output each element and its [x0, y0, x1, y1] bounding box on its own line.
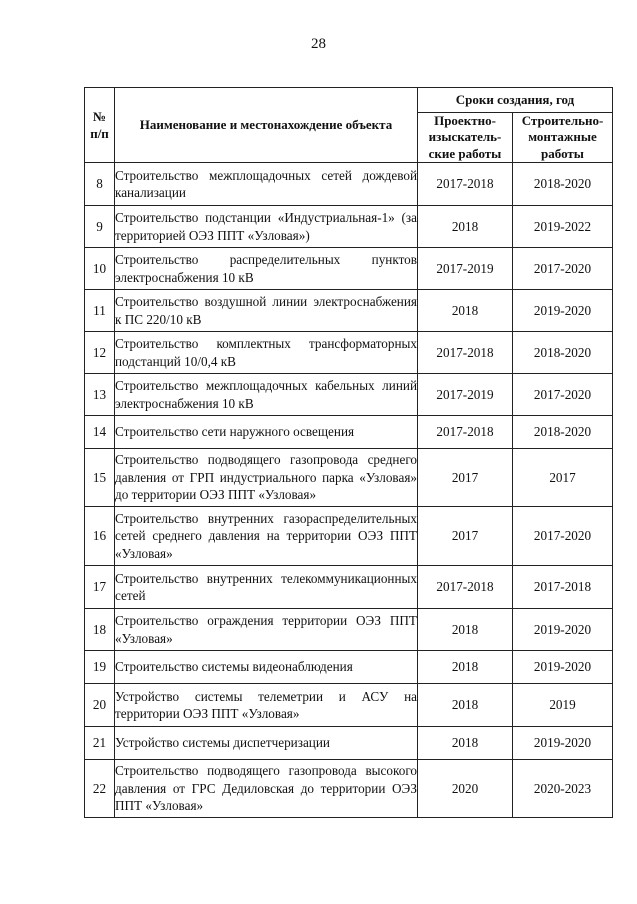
row-construction-years: 2019-2020 — [513, 651, 613, 684]
row-project-years: 2017 — [418, 449, 513, 507]
row-project-years: 2018 — [418, 206, 513, 248]
row-name: Устройство системы диспетчеризации — [115, 727, 418, 760]
row-construction-years: 2019-2020 — [513, 609, 613, 651]
row-number: 8 — [85, 163, 115, 206]
row-construction-years: 2017-2020 — [513, 248, 613, 290]
row-name: Строительство ограждения территории ОЭЗ ППТ «Узловая» — [115, 609, 418, 651]
row-name: Устройство системы телеметрии и АСУ на территории ОЭЗ ППТ «Узловая» — [115, 684, 418, 727]
row-project-years: 2017-2018 — [418, 566, 513, 609]
row-construction-years: 2019 — [513, 684, 613, 727]
row-number: 22 — [85, 760, 115, 818]
row-construction-years: 2019-2020 — [513, 727, 613, 760]
row-construction-years: 2018-2020 — [513, 163, 613, 206]
row-name: Строительство системы видеонаблюдения — [115, 651, 418, 684]
table-row — [85, 449, 613, 507]
row-number: 10 — [85, 248, 115, 290]
row-number: 20 — [85, 684, 115, 727]
row-project-years: 2018 — [418, 609, 513, 651]
construction-schedule-table — [84, 87, 613, 818]
row-number: 9 — [85, 206, 115, 248]
table-row — [85, 248, 613, 290]
row-construction-years: 2017 — [513, 449, 613, 507]
row-name: Строительство подводящего газопровода среднего давления от ГРП индустриального парка «Узловая» до территории ОЭЗ ППТ «Узловая» — [115, 449, 418, 507]
row-number: 14 — [85, 416, 115, 449]
row-name: Строительство сети наружного освещения — [115, 416, 418, 449]
row-name: Строительство распределительных пунктов электроснабжения 10 кВ — [115, 248, 418, 290]
row-project-years: 2017-2018 — [418, 332, 513, 374]
row-project-years: 2017-2018 — [418, 416, 513, 449]
table-row — [85, 290, 613, 332]
row-project-years: 2020 — [418, 760, 513, 818]
table-row — [85, 609, 613, 651]
table-row — [85, 374, 613, 416]
page-number: 28 — [311, 36, 326, 52]
row-number: 16 — [85, 507, 115, 566]
row-construction-years: 2017-2020 — [513, 507, 613, 566]
table-row — [85, 760, 613, 818]
row-project-years: 2018 — [418, 651, 513, 684]
row-number: 15 — [85, 449, 115, 507]
table-header — [85, 88, 613, 163]
row-project-years: 2018 — [418, 290, 513, 332]
header-project-works: Проектно- изыскатель- ские работы — [418, 113, 513, 163]
row-name: Строительство подстанции «Индустриальная-1» (за территорией ОЭЗ ППТ «Узловая») — [115, 206, 418, 248]
row-number: 12 — [85, 332, 115, 374]
row-name: Строительство внутренних газораспределительных сетей среднего давления на территории ОЭЗ ППТ «Узловая» — [115, 507, 418, 566]
row-project-years: 2017 — [418, 507, 513, 566]
table-row — [85, 163, 613, 206]
header-deadlines-group: Сроки создания, год — [418, 88, 613, 113]
row-project-years: 2017-2019 — [418, 374, 513, 416]
row-number: 18 — [85, 609, 115, 651]
row-name: Строительство межплощадочных сетей дождевой канализации — [115, 163, 418, 206]
table-row — [85, 684, 613, 727]
row-construction-years: 2020-2023 — [513, 760, 613, 818]
header-number: № п/п — [85, 88, 115, 163]
row-project-years: 2018 — [418, 727, 513, 760]
row-name: Строительство внутренних телекоммуникационных сетей — [115, 566, 418, 609]
table-body — [85, 163, 613, 818]
row-construction-years: 2019-2022 — [513, 206, 613, 248]
row-project-years: 2017-2018 — [418, 163, 513, 206]
header-name: Наименование и местонахождение объекта — [115, 88, 418, 163]
table-row — [85, 416, 613, 449]
row-name: Строительство комплектных трансформаторных подстанций 10/0,4 кВ — [115, 332, 418, 374]
table-row — [85, 206, 613, 248]
row-name: Строительство воздушной линии электроснабжения к ПС 220/10 кВ — [115, 290, 418, 332]
row-project-years: 2018 — [418, 684, 513, 727]
table-row — [85, 566, 613, 609]
row-number: 19 — [85, 651, 115, 684]
row-number: 17 — [85, 566, 115, 609]
row-name: Строительство межплощадочных кабельных линий электроснабжения 10 кВ — [115, 374, 418, 416]
row-construction-years: 2018-2020 — [513, 332, 613, 374]
row-number: 13 — [85, 374, 115, 416]
header-construction-works: Строительно- монтажные работы — [513, 113, 613, 163]
row-construction-years: 2017-2018 — [513, 566, 613, 609]
table-row — [85, 727, 613, 760]
row-construction-years: 2018-2020 — [513, 416, 613, 449]
row-project-years: 2017-2019 — [418, 248, 513, 290]
row-construction-years: 2019-2020 — [513, 290, 613, 332]
row-number: 21 — [85, 727, 115, 760]
row-number: 11 — [85, 290, 115, 332]
table-row — [85, 507, 613, 566]
table-row — [85, 332, 613, 374]
row-construction-years: 2017-2020 — [513, 374, 613, 416]
row-name: Строительство подводящего газопровода высокого давления от ГРС Дедиловская до территории ОЭЗ ППТ «Узловая» — [115, 760, 418, 818]
table-row — [85, 651, 613, 684]
